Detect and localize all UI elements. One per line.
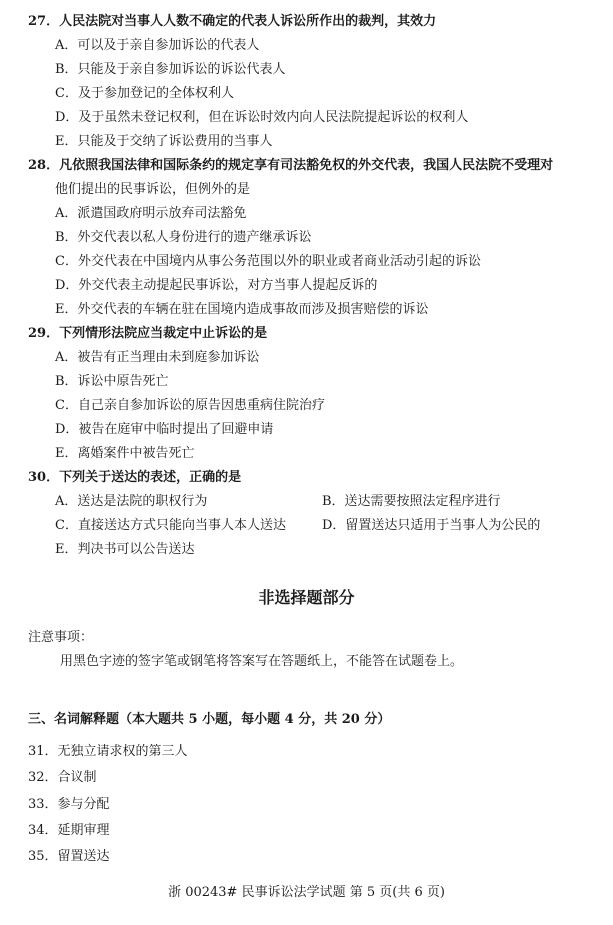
term-35: 35．留置送达 <box>28 849 110 864</box>
term-32: 32．合议制 <box>28 770 97 785</box>
question-27-option-c: C．及于参加登记的全体权利人 <box>55 86 234 101</box>
notice-text: 用黑色字迹的签字笔或钢笔将答案写在答题纸上，不能答在试题卷上。 <box>60 654 464 669</box>
question-29-option-b: B．诉讼中原告死亡 <box>55 374 169 389</box>
question-29-option-c: C．自己亲自参加诉讼的原告因患重病住院治疗 <box>55 398 325 413</box>
question-30-option-a: A．送达是法院的职权行为 <box>55 494 208 509</box>
question-28-option-d: D．外交代表主动提起民事诉讼，对方当事人提起反诉的 <box>55 278 378 293</box>
question-28-stem-cont: 他们提出的民事诉讼，但例外的是 <box>55 182 251 197</box>
question-28-option-e: E．外交代表的车辆在驻在国境内造成事故而涉及损害赔偿的诉讼 <box>55 302 429 317</box>
question-28-stem: 28．凡依照我国法律和国际条约的规定享有司法豁免权的外交代表，我国人民法院不受理对 <box>28 158 554 173</box>
term-33: 33．参与分配 <box>28 797 110 812</box>
question-27-option-b: B．只能及于亲自参加诉讼的诉讼代表人 <box>55 62 286 77</box>
question-30-option-b: B．送达需要按照法定程序进行 <box>322 494 501 509</box>
question-27-option-d: D．及于虽然未登记权利，但在诉讼时效内向人民法院提起诉讼的权利人 <box>55 110 469 125</box>
question-27-option-a: A．可以及于亲自参加诉讼的代表人 <box>55 38 260 53</box>
section-title: 非选择题部分 <box>258 588 355 607</box>
question-29-stem: 29．下列情形法院应当裁定中止诉讼的是 <box>28 326 268 341</box>
question-30-option-d: D．留置送达只适用于当事人为公民的 <box>322 518 541 533</box>
question-30-option-c: C．直接送达方式只能向当事人本人送达 <box>55 518 286 533</box>
question-28-option-a: A．派遣国政府明示放弃司法豁免 <box>55 206 247 221</box>
term-34: 34．延期审理 <box>28 823 110 838</box>
question-28-option-c: C．外交代表在中国境内从事公务范围以外的职业或者商业活动引起的诉讼 <box>55 254 481 269</box>
question-27-option-e: E．只能及于交纳了诉讼费用的当事人 <box>55 134 273 149</box>
question-28-option-b: B．外交代表以私人身份进行的遗产继承诉讼 <box>55 230 312 245</box>
question-29-option-d: D．被告在庭审中临时提出了回避申请 <box>55 422 274 437</box>
part-three-heading: 三、名词解释题（本大题共 5 小题，每小题 4 分，共 20 分） <box>28 712 391 727</box>
page-footer: 浙 00243# 民事诉讼法学试题 第 5 页(共 6 页) <box>168 885 445 900</box>
question-30-option-e: E．判决书可以公告送达 <box>55 542 195 557</box>
term-31: 31．无独立请求权的第三人 <box>28 744 188 759</box>
question-30-stem: 30．下列关于送达的表述，正确的是 <box>28 470 242 485</box>
question-27-stem: 27．人民法院对当事人人数不确定的代表人诉讼所作出的裁判，其效力 <box>28 14 437 29</box>
question-29-option-e: E．离婚案件中被告死亡 <box>55 446 195 461</box>
question-29-option-a: A．被告有正当理由未到庭参加诉讼 <box>55 350 260 365</box>
notice-label: 注意事项： <box>28 630 94 645</box>
